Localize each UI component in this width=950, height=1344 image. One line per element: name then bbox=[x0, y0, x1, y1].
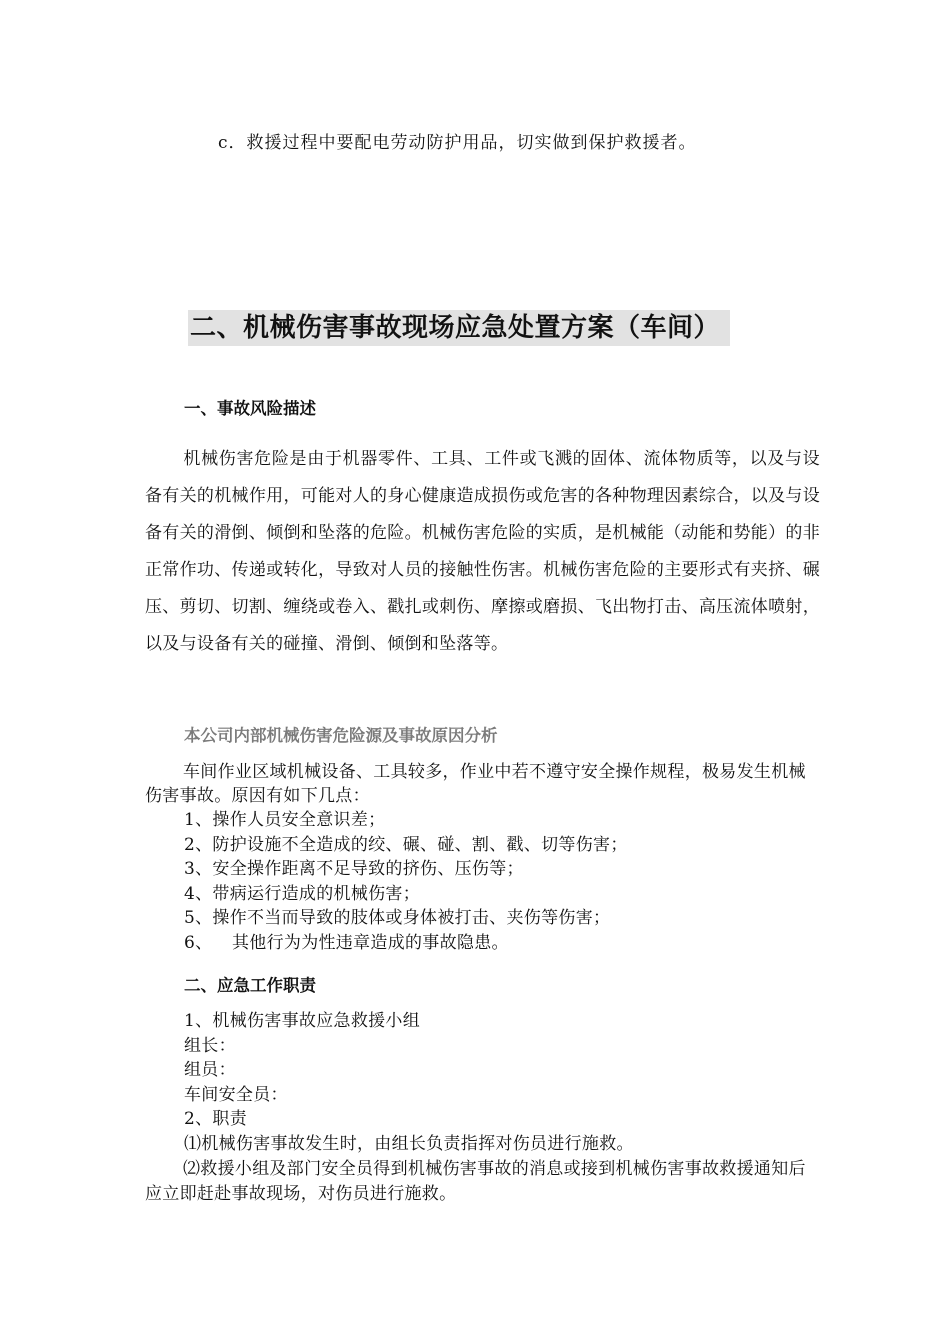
risk-description-text: 机械伤害危险是由于机器零件、工具、工件或飞溅的固体、流体物质等，以及与设备有关的机械作用，可能对人的身心健康造成损伤或危害的各种物理因素综合，以及与设备有关的滑倒、倾倒和坠落的危险。机械伤害危险的实质，是机械能（动能和势能）的非正常作功、传递或转化，导致对人员的接触性伤害。机械伤害危险的主要形式有夹挤、碾压、剪切、切割、缠绕或卷入、戳扎或刺伤、摩擦或磨损、飞出物打击、高压流体喷射，以及与设备有关的碰撞、滑倒、倾倒和坠落等。 bbox=[145, 449, 820, 654]
list-item: 5、操作不当而导致的肢体或身体被打击、夹伤等伤害； bbox=[184, 908, 611, 928]
list-item: 4、带病运行造成的机械伤害； bbox=[184, 883, 421, 904]
list-item: 1、操作人员安全意识差； bbox=[184, 810, 386, 830]
list-item-text: 其他行为为性违章造成的事故隐患。 bbox=[232, 932, 509, 953]
duty-2-text: ⑵救援小组及部门安全员得到机械伤害事故的消息或接到机械伤害事故救援通知后应立即赶赴事故现场，对伤员进行施救。 bbox=[145, 1159, 806, 1204]
section-heading-duties: 二、应急工作职责 bbox=[184, 976, 316, 995]
cause-list bbox=[184, 808, 628, 955]
list-item: 1、机械伤害事故应急救援小组 bbox=[184, 1011, 421, 1031]
list-item: ⑴机械伤害事故发生时，由组长负责指挥对伤员进行施救。 bbox=[184, 1133, 634, 1154]
rescue-protection-line: c．救援过程中要配电劳动防护用品，切实做到保护救援者。 bbox=[218, 133, 697, 153]
hazard-analysis-subheading: 本公司内部机械伤害危险源及事故原因分析 bbox=[184, 726, 498, 745]
list-item-number: 6、 bbox=[184, 932, 213, 953]
analysis-paragraph bbox=[145, 760, 810, 808]
list-item: 3、安全操作距离不足导致的挤伤、压伤等； bbox=[184, 859, 524, 879]
section-heading-risk: 一、事故风险描述 bbox=[184, 399, 316, 418]
duty-2-paragraph bbox=[145, 1157, 815, 1206]
list-item: 组员： bbox=[184, 1060, 236, 1080]
list-item: 组长： bbox=[184, 1035, 236, 1056]
list-item bbox=[184, 931, 628, 956]
analysis-text: 车间作业区域机械设备、工具较多，作业中若不遵守安全操作规程，极易发生机械伤害事故。原因有如下几点： bbox=[145, 762, 806, 806]
main-title: 二、机械伤害事故现场应急处置方案（车间） bbox=[188, 310, 730, 346]
list-item: 2、职责 bbox=[184, 1109, 248, 1129]
duties-list bbox=[184, 1009, 634, 1156]
list-item: 车间安全员： bbox=[184, 1084, 288, 1105]
list-item: 2、防护设施不全造成的绞、碾、碰、割、戳、切等伤害； bbox=[184, 834, 628, 855]
risk-description-paragraph bbox=[145, 441, 820, 663]
